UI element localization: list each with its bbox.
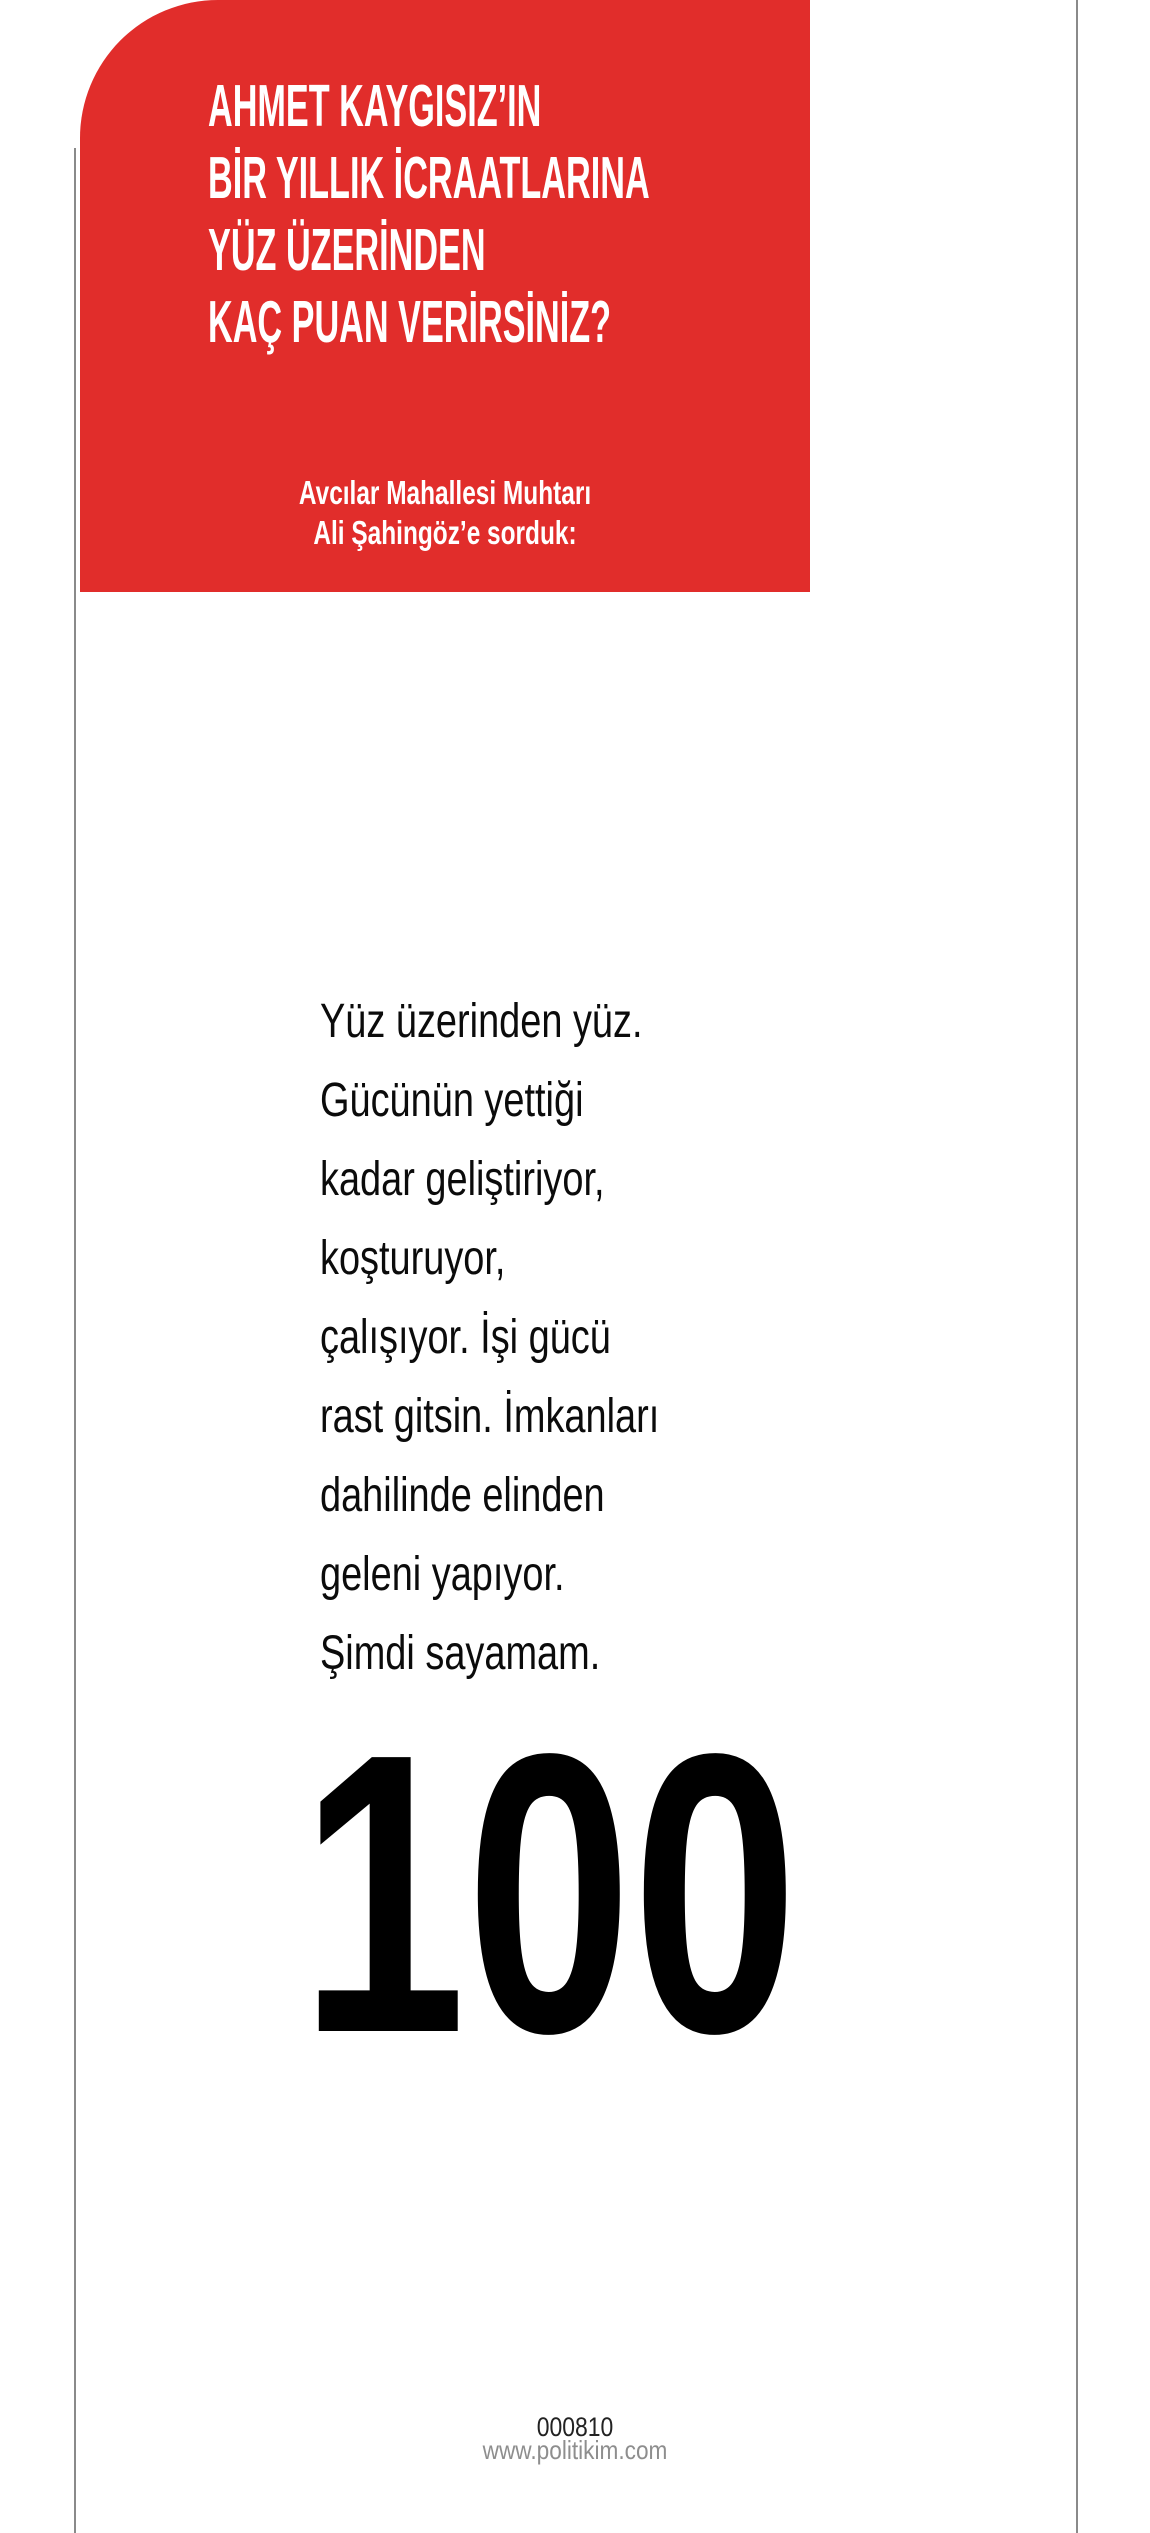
left-rule (74, 148, 76, 2533)
question-title-line: YÜZ ÜZERİNDEN (208, 217, 486, 283)
answer-line: Gücünün yettiği (320, 1074, 584, 1127)
question-subtitle (175, 473, 715, 553)
question-title-line: KAÇ PUAN VERİRSİNİZ? (208, 289, 612, 355)
answer-text (320, 982, 659, 1693)
question-subtitle-line: Avcılar Mahallesi Muhtarı (298, 474, 592, 511)
score-value: 100 (300, 1672, 799, 2116)
question-panel (80, 0, 810, 592)
footer-website: www.politikim.com (482, 2435, 668, 2465)
answer-line: dahilinde elinden (320, 1469, 605, 1522)
answer-line: rast gitsin. İmkanları (320, 1390, 660, 1443)
right-rule (1076, 0, 1078, 2533)
answer-line: Şimdi sayamam. (320, 1627, 601, 1680)
answer-line: kadar geliştiriyor, (320, 1153, 605, 1206)
question-title (208, 70, 650, 358)
answer-line: Yüz üzerinden yüz. (320, 995, 643, 1048)
footer-code: 000810 (536, 2412, 614, 2442)
answer-line: çalışıyor. İşi gücü (320, 1311, 611, 1364)
question-title-line: BİR YILLIK İCRAATLARINA (208, 145, 650, 211)
question-subtitle-line: Ali Şahingöz’e sorduk: (313, 514, 577, 551)
answer-line: koşturuyor, (320, 1232, 506, 1285)
answer-line: geleni yapıyor. (320, 1548, 565, 1601)
question-title-line: AHMET KAYGISIZ’IN (208, 73, 542, 139)
